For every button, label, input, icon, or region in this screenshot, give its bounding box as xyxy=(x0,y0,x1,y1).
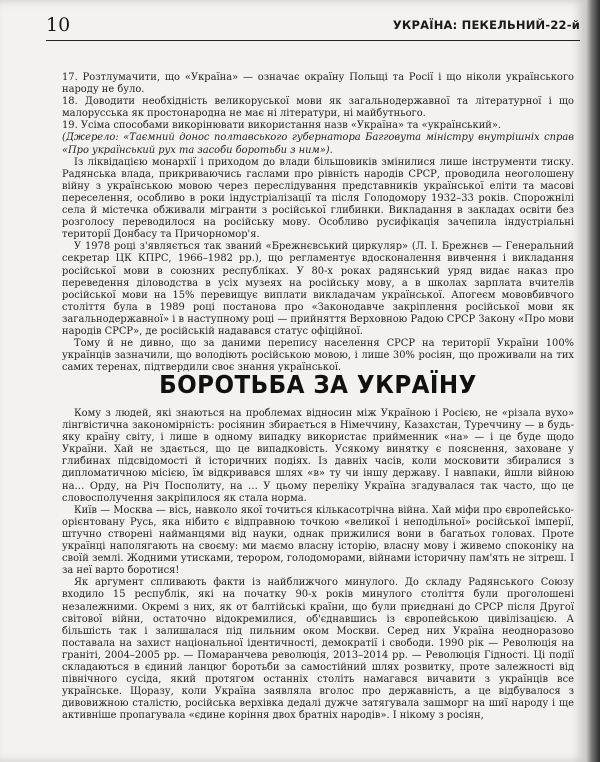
header-rule xyxy=(46,40,580,41)
text-block-top xyxy=(62,72,574,374)
book-edge xyxy=(586,0,600,762)
running-title: УКРАЇНА: ПЕКЕЛЬНИЙ-22-й xyxy=(392,18,580,32)
paragraph: Тому й не дивно, що за даними перепису населення СРСР на території України 100% українців зазначили, що володіють російською мовою, і лише 30% росіян, що проживали на тих самих теренах, підтвердили своє знання української. xyxy=(62,338,574,374)
list-item-17: 17. Розтлумачити, що «Україна» — означає окраїну Польщі та Росії і що ніколи українського народу не було. xyxy=(62,72,574,96)
list-item-18: 18. Доводити необхідність великоруської мови як загальнодержавної та літературної і що малорусська як простонародна не має ні літератури, ні майбутнього. xyxy=(62,96,574,120)
page-number: 10 xyxy=(46,14,71,36)
paragraph: Як аргумент спливають факти із найближчого минулого. До складу Радянського Союзу входило 15 республік, які на початку 90-х років минулого століття були проголошені незалежними. Окремі з них, як от балтійські країни, що були приєднані до СРСР після Другої світової війни, остаточно відокремилися, об'єднавшись із європейською цивілізацією. А більшість так і залишалася під пильним оком Москви. Серед них Україна неодноразово поставала на захист національної ідентичності, демократії і свободи. 1990 рік — Революція на граніті, 2004–2005 рр. — Помаранчева революція, 2013–2014 рр. — Революція Гідності. Ці події складаються в єдиний ланцюг боротьби за самостійний шлях розвитку, проте залежності від північного сусіда, який протягом останніх століть намагався вичавити з українців все українське. Щоразу, коли Україна заявляла вголос про державність, а це відбувалося з дивовижною сталістю, російська верхівка дедалі дужче затягувала зашморг на шиї народу і ще активніше пропагувала «єдине коріння двох братніх народів». І нікому з росіян, xyxy=(62,577,574,722)
paragraph: У 1978 році з'являється так званий «Брежнєвський циркуляр» (Л. І. Брежнєв — Генеральний секретар ЦК КПРС, 1966–1982 рр.), що регламентує вдосконалення вивчення і викладання російської мови в союзних республіках. У 80-х роках радянський уряд видає наказ про переведення діловодства в усіх музеях на російську мову, а в школах зарплата вчителів російської мови на 15% перевищує виплати викладачам української. Апогеєм мововбивчого століття була в 1989 році постанова про «Законодавче закріплення російської мови як загальнодержавної» і в наступному році — прийняття Верховною Радою СРСР Закону «Про мови народів СРСР», де російській надавався статус офіційної. xyxy=(62,241,574,337)
source-citation: (Джерело: «Таємний донос полтавського губернатора Багговута міністру внутрішніх справ «Про український рух та засоби боротьби з ним»). xyxy=(62,132,574,156)
paragraph: Кому з людей, які знаються на проблемах відносин між Україною і Росією, не «різала вухо» лінгвістична закономірність: росіянин збирається в Німеччину, Казахстан, Туреччину — в будь-яку країну світу, і лише в одному випадку використає прийменник «на» — і це буде щодо України. Хай не здається, що це випадковість. Усякому винятку є пояснення, заховане у глибинах підсвідомості й історичних подіях. Із давніх часів, коли московити збиралися з дипломатичною місією, їм відкривався шлях «в» ту чи іншу державу. І навпаки, йшли війною на… Орду, на Річ Посполиту, на … У цьому переліку Україна згадувалася так часто, що це словосполучення закріпилося як стала норма. xyxy=(62,408,574,504)
paragraph: Із ліквідацією монархії і приходом до влади більшовиків змінилися лише інструменти тиску. Радянська влада, прикриваючись гаслами про рівність народів СРСР, проводила неоголошену війну з українською мовою через переслідування представників української еліти та масові переселення, особливо в роки індустріалізації та після Голодомору 1932–33 років. Спорожнілі села й містечка обживали мігранти з російської глибинки. Викладання в закладах освіти без розголосу переводилося на російську мову. Особливо русифікація зачепила індустріальні території Донбасу та Причорномор'я. xyxy=(62,156,574,241)
text-block-bottom xyxy=(62,408,574,722)
section-heading: БОРОТЬБА ЗА УКРАЇНУ xyxy=(159,370,477,399)
paragraph: Київ — Москва — вісь, навколо якої точиться кількасотрічна війна. Хай міфи про європейсько-орієнтовану Русь, яка нібито є відправною точкою «великої і неподільної» російської імперії, штучно створені найманцями від науки, однак прижилися вони в багатьох головах. Проте українці наполягають на своєму: ми маємо власну історію, власну мову і живемо споконіку на своїй землі. Жодними утисками, терором, голодоморами, війнами історичну пам'ять не зітреш. І за неї варто боротися! xyxy=(62,504,574,577)
list-item-19: 19. Усіма способами викорінювати використання назв «Україна» та «український». xyxy=(62,120,502,132)
page-header xyxy=(46,14,580,38)
